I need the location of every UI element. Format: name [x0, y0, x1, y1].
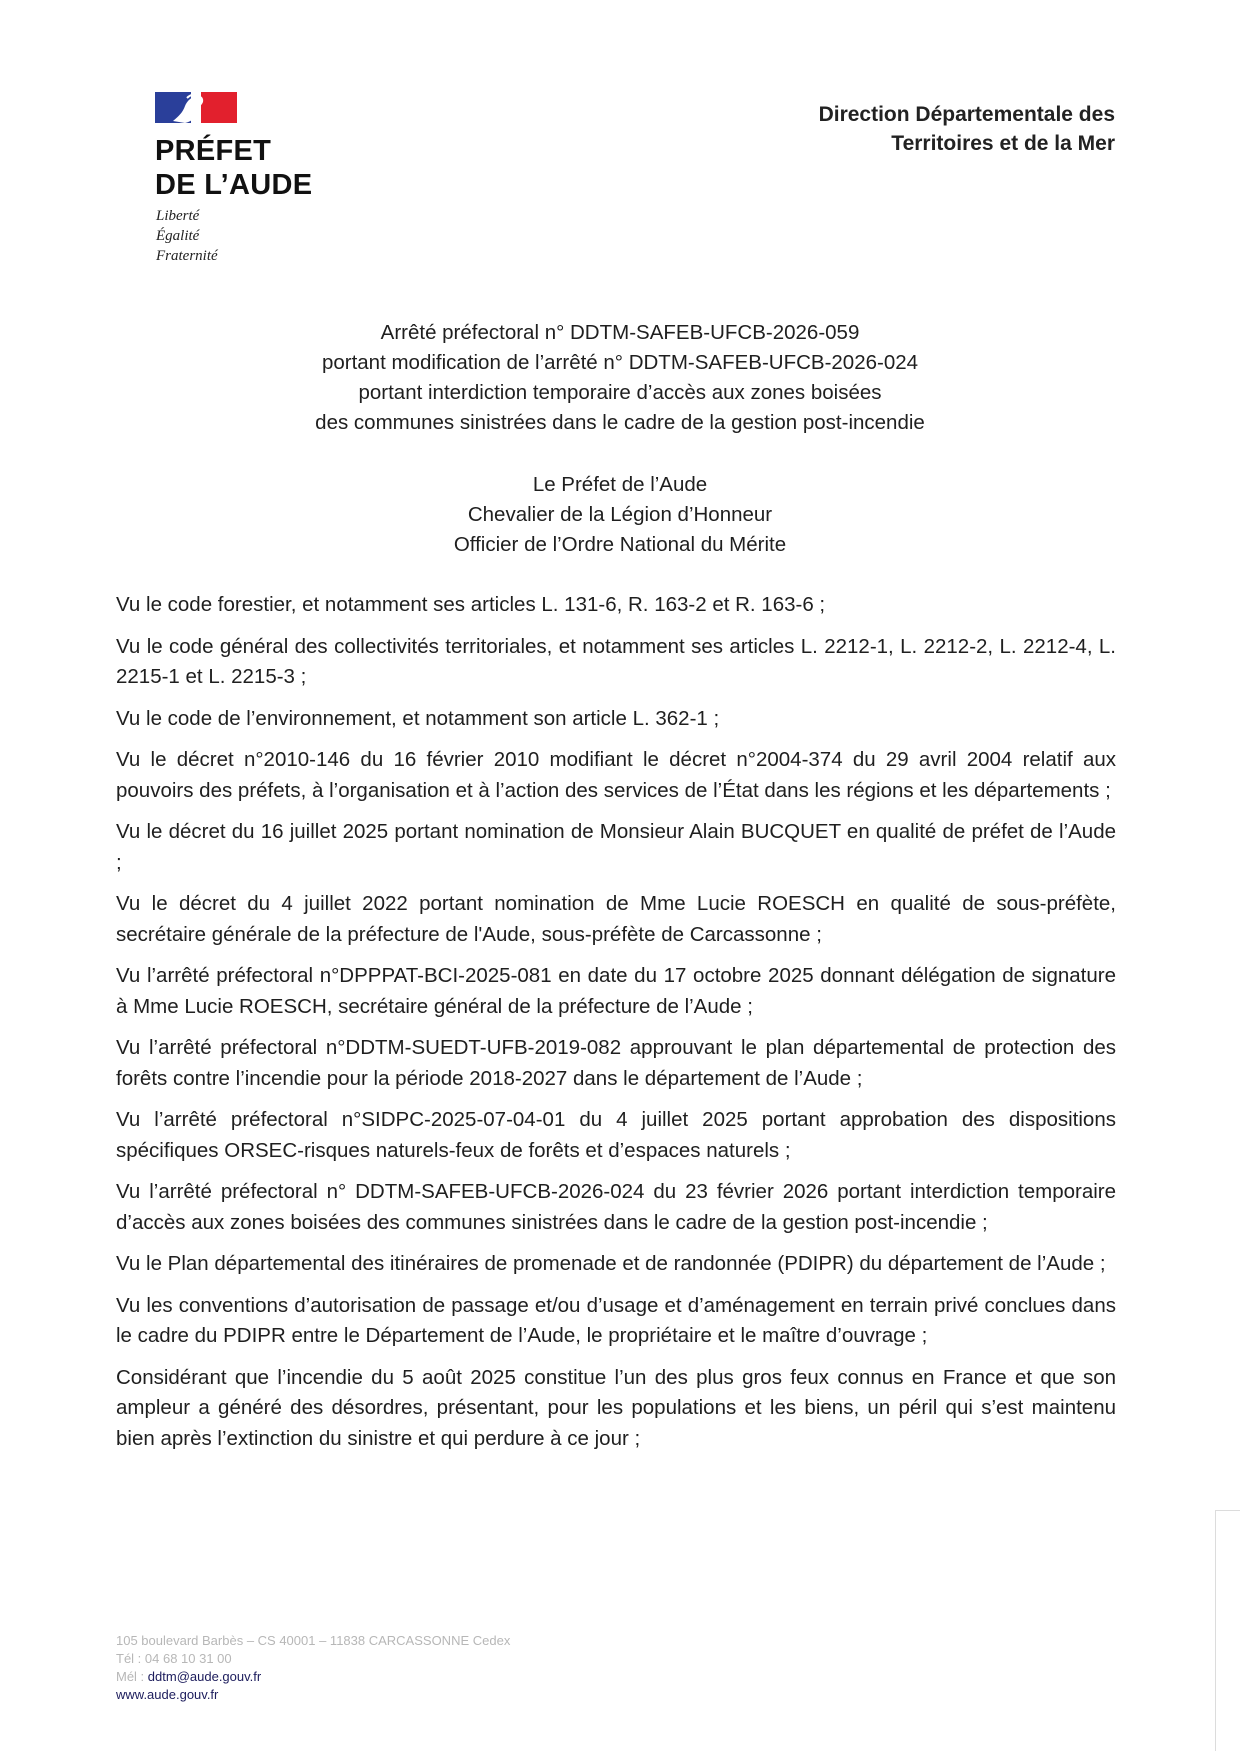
footer-address: 105 boulevard Barbès – CS 40001 – 11838 CARCASSONNE Cedex: [116, 1633, 511, 1648]
decree-title: [0, 318, 1240, 438]
motto-fraternite: Fraternité: [156, 248, 218, 264]
visa-paragraph: Vu le décret du 16 juillet 2025 portant nomination de Monsieur Alain BUCQUET en qualité de préfet de l’Aude ;: [116, 820, 1116, 874]
footer-email-link[interactable]: ddtm@aude.gouv.fr: [147, 1669, 262, 1684]
motto-liberte: Liberté: [156, 208, 200, 224]
scan-edge-mark: [1215, 1510, 1240, 1751]
republic-motto: [156, 206, 218, 266]
decree-visas: [116, 590, 1116, 1465]
prefecture-name-line1: PRÉFET: [155, 135, 272, 167]
visa-paragraph: Vu le Plan départemental des itinéraires de promenade et de randonnée (PDIPR) du département de l’Aude ;: [116, 1252, 1106, 1275]
contact-footer: [116, 1632, 510, 1704]
prefect-title-line: Chevalier de la Légion d’Honneur: [467, 503, 773, 526]
prefect-title-line: Le Préfet de l’Aude: [532, 473, 708, 496]
marianne-profile-icon: [169, 92, 221, 123]
visa-paragraph: Vu le code de l’environnement, et notamment son article L. 362-1 ;: [116, 706, 720, 730]
decree-title-line: portant modification de l’arrêté n° DDTM-SAFEB-UFCB-2026-024: [321, 351, 919, 374]
decree-title-line: des communes sinistrées dans le cadre de la gestion post-incendie: [315, 411, 925, 434]
visa-paragraph: Vu l’arrêté préfectoral n°SIDPC-2025-07-04-01 du 4 juillet 2025 portant approbation des dispositions spécifiques ORSEC-risques naturels-feux de forêts et d’espaces naturels ;: [116, 1108, 1116, 1162]
considerant-paragraph: Considérant que l’incendie du 5 août 2025 constitue l’un des plus gros feux connus en France et que son ampleur a généré des désordres, présentant, pour les populations et les biens, un péril qui s’est maintenu bien après l’extinction du sinistre et qui perdure à ce jour ;: [116, 1365, 1116, 1450]
visa-paragraph: Vu l’arrêté préfectoral n°DPPPAT-BCI-2025-081 en date du 17 octobre 2025 donnant délégation de signature à Mme Lucie ROESCH, secrétaire général de la préfecture de l’Aude ;: [116, 964, 1116, 1018]
prefecture-name-line2: DE L’AUDE: [155, 169, 313, 201]
issuing-direction: [819, 100, 1115, 158]
footer-phone: Tél : 04 68 10 31 00: [116, 1651, 232, 1666]
marianne-flag-icon: [155, 92, 237, 123]
prefecture-name: [155, 134, 312, 202]
visa-paragraph: Vu l’arrêté préfectoral n° DDTM-SAFEB-UFCB-2026-024 du 23 février 2026 portant interdiction temporaire d’accès aux zones boisées des communes sinistrées dans le cadre de la gestion post-incendie ;: [116, 1180, 1116, 1234]
direction-line2: Territoires et de la Mer: [891, 132, 1115, 155]
visa-paragraph: Vu le code général des collectivités territoriales, et notamment ses articles L. 2212-1, L. 2212-2, L. 2212-4, L. 2215-1 et L. 2215-3 ;: [116, 634, 1116, 688]
prefect-titles: [0, 470, 1240, 560]
footer-mail-label: Mél :: [116, 1669, 145, 1684]
direction-line1: Direction Départementale des: [818, 103, 1115, 126]
visa-paragraph: Vu le décret du 4 juillet 2022 portant nomination de Mme Lucie ROESCH en qualité de sous-préfète, secrétaire générale de la préfecture de l'Aude, sous-préfète de Carcassonne ;: [116, 892, 1116, 946]
prefect-title-line: Officier de l’Ordre National du Mérite: [453, 533, 787, 556]
visa-paragraph: Vu les conventions d’autorisation de passage et/ou d’usage et d’aménagement en terrain privé conclues dans le cadre du PDIPR entre le Département de l’Aude, le propriétaire et le maître d’ouvrage ;: [116, 1293, 1116, 1347]
visa-paragraph: Vu l’arrêté préfectoral n°DDTM-SUEDT-UFB-2019-082 approuvant le plan départemental de protection des forêts contre l’incendie pour la période 2018-2027 dans le département de l’Aude ;: [116, 1036, 1116, 1090]
decree-title-line: Arrêté préfectoral n° DDTM-SAFEB-UFCB-2026-059: [380, 321, 860, 344]
visa-paragraph: Vu le décret n°2010-146 du 16 février 2010 modifiant le décret n°2004-374 du 29 avril 2004 relatif aux pouvoirs des préfets, à l’organisation et à l’action des services de l’État dans les régions et les départements ;: [116, 748, 1116, 802]
footer-email-line: [116, 1668, 510, 1686]
decree-title-line: portant interdiction temporaire d’accès aux zones boisées: [358, 381, 882, 404]
visa-paragraph: Vu le code forestier, et notamment ses articles L. 131-6, R. 163-2 et R. 163-6 ;: [116, 593, 826, 616]
motto-egalite: Égalité: [156, 228, 200, 244]
footer-website-link[interactable]: www.aude.gouv.fr: [116, 1687, 219, 1702]
